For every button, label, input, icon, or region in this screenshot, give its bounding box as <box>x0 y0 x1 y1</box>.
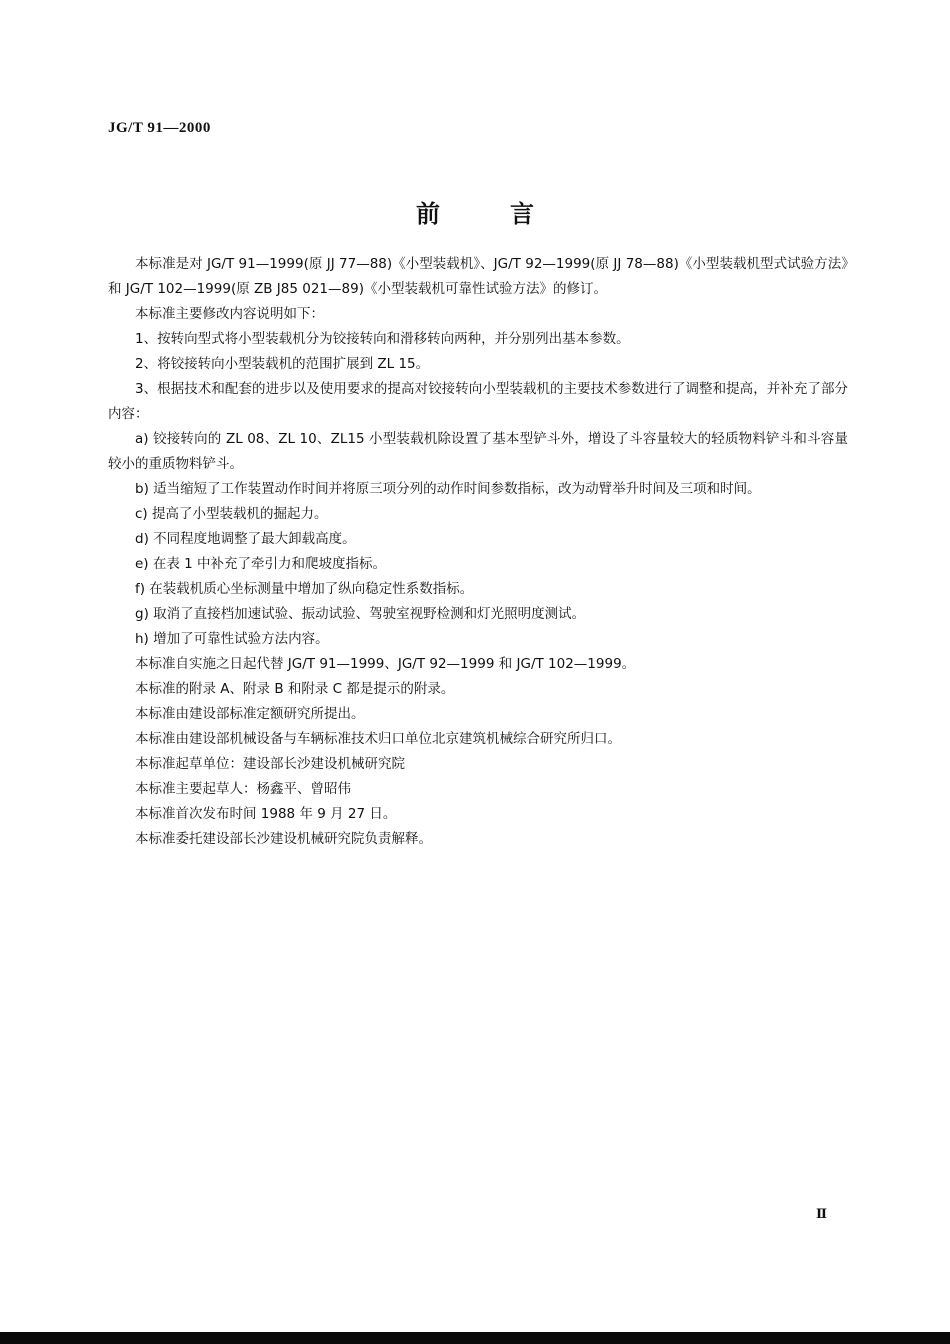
paragraph-item-3: 3、根据技术和配套的进步以及使用要求的提高对铰接转向小型装载机的主要技术参数进行了调整和提高，并补充了部分内容： <box>108 381 848 422</box>
paragraph-subitem-c: c) 提高了小型装载机的掘起力。 <box>135 506 328 522</box>
bottom-scan-border <box>0 1332 950 1344</box>
paragraph-drafting-unit: 本标准起草单位：建设部长沙建设机械研究院 <box>135 756 405 772</box>
page-title: 前言 <box>416 200 604 228</box>
paragraph-appendices: 本标准的附录 A、附录 B 和附录 C 都是提示的附录。 <box>135 681 455 697</box>
paragraph-interpretation: 本标准委托建设部长沙建设机械研究院负责解释。 <box>135 831 432 847</box>
paragraph-subitem-f: f) 在装载机质心坐标测量中增加了纵向稳定性系数指标。 <box>135 581 474 597</box>
paragraph-subitem-a: a) 铰接转向的 ZL 08、ZL 10、ZL15 小型装载机除设置了基本型铲斗外，增设了斗容量较大的轻质物料铲斗和斗容量较小的重质物料铲斗。 <box>108 431 848 472</box>
paragraph-changes-lead: 本标准主要修改内容说明如下： <box>135 306 324 322</box>
page-number: Ⅱ <box>816 1206 827 1221</box>
paragraph-first-published: 本标准首次发布时间 1988 年 9 月 27 日。 <box>135 806 397 822</box>
document-code: JG/T 91—2000 <box>108 120 211 136</box>
paragraph-administered-by: 本标准由建设部机械设备与车辆标准技术归口单位北京建筑机械综合研究所归口。 <box>135 731 621 747</box>
paragraph-drafters: 本标准主要起草人：杨鑫平、曾昭伟 <box>135 781 351 797</box>
paragraph-subitem-e: e) 在表 1 中补充了牵引力和爬坡度指标。 <box>135 556 387 572</box>
paragraph-replaces: 本标准自实施之日起代替 JG/T 91—1999、JG/T 92—1999 和 JG/T 102—1999。 <box>135 656 636 672</box>
paragraph-subitem-g: g) 取消了直接档加速试验、振动试验、驾驶室视野检测和灯光照明度测试。 <box>135 606 586 622</box>
paragraph-subitem-d: d) 不同程度地调整了最大卸载高度。 <box>135 531 356 547</box>
paragraph-item-2: 2、将铰接转向小型装载机的范围扩展到 ZL 15。 <box>135 356 430 372</box>
paragraph-intro: 本标准是对 JG/T 91—1999(原 JJ 77—88)《小型装载机》、JG/T 92—1999(原 JJ 78—88)《小型装载机型式试验方法》和 JG/T 102—1999(原 ZB J85 021—89)《小型装载机可靠性试验方法》的修订。 <box>108 256 848 297</box>
paragraph-subitem-b: b) 适当缩短了工作装置动作时间并将原三项分列的动作时间参数指标，改为动臂举升时间及三项和时间。 <box>135 481 761 497</box>
paragraph-item-1: 1、按转向型式将小型装载机分为铰接转向和滑移转向两种，并分别列出基本参数。 <box>135 331 630 347</box>
paragraph-subitem-h: h) 增加了可靠性试验方法内容。 <box>135 631 329 647</box>
preface-body <box>108 252 848 852</box>
paragraph-proposed-by: 本标准由建设部标准定额研究所提出。 <box>135 706 365 722</box>
